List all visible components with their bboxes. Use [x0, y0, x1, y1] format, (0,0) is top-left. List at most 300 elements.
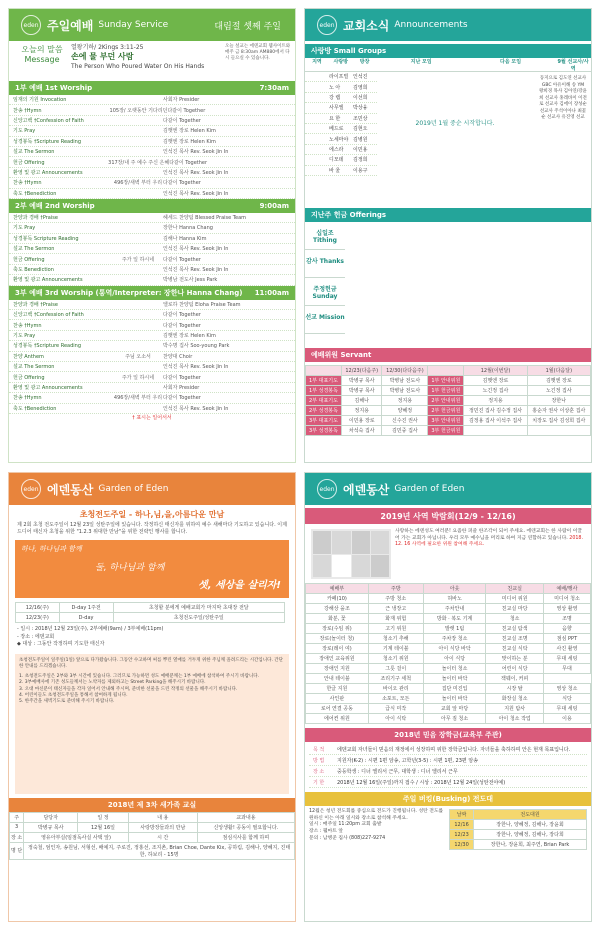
eden-right-panel: [304, 472, 592, 922]
fair-cell: 영상 촬영: [543, 604, 590, 614]
order-row: [9, 320, 295, 330]
order-item: 찬송 †Hymn: [13, 180, 42, 187]
order-leader: 다같이 Together: [163, 117, 201, 124]
sg-col-header: 9월 선교사/사역: [557, 59, 589, 72]
order-row: [9, 105, 295, 115]
worship-date: 대림절 셋째 주일: [214, 21, 281, 32]
fair-cell: 어린이 식당: [486, 664, 544, 674]
scholar-text: 2018년 12월 16일(주일)까지 접수 / 시상 : 2018년 12월 24일(성탄전야예): [337, 779, 506, 786]
fair-cell: 시장 탈: [486, 684, 544, 694]
order-item: 임재의 기원 Invocation: [13, 97, 67, 104]
fair-col: 친교실: [486, 584, 544, 594]
message-note: 오늘 설교는 에덴교회 웹사이트와 매주 금 8:30am AM880에서 다시 들으실 수 있습니다.: [225, 44, 291, 61]
sg-col-header: 지역: [312, 59, 322, 65]
servant-cell: 3부 헌금위원: [428, 426, 464, 436]
fair-row: [306, 594, 591, 604]
newfamily-col: 담당자: [24, 812, 78, 822]
invitation-info: [9, 623, 295, 652]
busking-cell: 12/30: [450, 840, 474, 850]
order-detail: 주가 일 하시네: [121, 256, 155, 263]
offerings-list: [305, 222, 591, 340]
order-leader: 사회자 Presider: [163, 384, 200, 391]
servant-cell: 3부 안내위원: [428, 416, 464, 426]
newfamily-cell: 사랑방장들과의 만남: [128, 822, 197, 832]
newfamily-col: 내 용: [128, 812, 197, 822]
scholar-row: [309, 755, 587, 766]
servant-table: [305, 365, 591, 436]
order-item: 신앙고백 †Confession of Faith: [13, 117, 84, 124]
fair-row: [306, 614, 591, 624]
sg-name: 노 아: [329, 84, 341, 91]
servant-col: 1월(다음달): [527, 366, 590, 376]
fair-cell: 장애인 지원: [306, 664, 369, 674]
sg-name: 에스라: [329, 146, 344, 153]
sg-name: 라이프빌: [329, 74, 349, 81]
fair-cell: 화장실 청소: [486, 694, 544, 704]
order-row: [9, 300, 295, 310]
eden-left-title: 에덴동산: [47, 482, 94, 497]
scholar-label: 기 한: [313, 779, 325, 786]
order-row: [9, 116, 295, 126]
servant-cell: 1부 헌금위원: [428, 386, 464, 396]
order-row: [9, 137, 295, 147]
banner-line3: 셋, 세상을 살리자!: [198, 580, 281, 591]
servant-cell: 노긴정 집사: [527, 386, 590, 396]
order-row: [9, 393, 295, 403]
message-label-en: Message: [24, 55, 60, 64]
order-leader: 인석진 목사 Rev. Seok Jin In: [163, 149, 229, 156]
invitation-item: 5. 한주간을 새벽기도로 준비해 주시기 바랍니다.: [19, 699, 115, 705]
people-value: 정숙철, 엄인자, 송원님, 서형선, 배예지, 주로진, 정홍선, 조지촌, Brian Choe, Dante Kix, 공하림, 김해나, 양혜지, 진태한, 하보리 - 15명: [24, 842, 295, 859]
order-leader: 다같이 Together: [163, 395, 201, 402]
servant-cell: 2부 안내위원: [428, 396, 464, 406]
fair-cell: 급식 미작: [368, 704, 423, 714]
servant-cell: 2부 헌금위원: [428, 406, 464, 416]
message-section: [9, 41, 295, 81]
worship2-time: 9:00am: [259, 201, 289, 210]
fair-desc: [391, 529, 585, 581]
servant-cell: 김정용 집사 이석주 집사: [464, 416, 527, 426]
message-ref: 열왕기하/ 2Kings 3:11-25: [71, 44, 144, 51]
newfamily-table: [9, 812, 295, 860]
fair-col: 예배/행사: [543, 584, 590, 594]
order-item: 축도 †Benediction: [13, 190, 57, 197]
fair-cell: 맞이하는 분: [486, 654, 544, 664]
order-item: 찬송 †Hymn: [13, 322, 42, 329]
busking-col: 전도대원: [474, 810, 587, 820]
order-leader: 헤세드 찬양팀 Blessed Praise Team: [163, 215, 247, 222]
fair-row: [306, 704, 591, 714]
servant-cell: 박병남 전도사: [382, 376, 428, 386]
sg-row: [305, 82, 377, 92]
sg-leader: 이민용: [353, 146, 368, 153]
info-line: ◆ 대상 : 그동안 작정하며 기도한 태신자: [17, 641, 105, 647]
busking-row: [450, 840, 587, 850]
order-row: [9, 126, 295, 136]
newfamily-cell: 3: [10, 822, 24, 832]
invitation-list: [19, 674, 285, 705]
order-leader: 다같이 Together: [163, 256, 201, 263]
fair-col: 아웃: [423, 584, 486, 594]
worship2-bar: [9, 199, 295, 213]
worship3-rows: [9, 300, 295, 414]
worship2-label: 2부 예배 2nd Worship: [15, 201, 95, 210]
worship3-label: 3부 예배 3rd Worship (통역/Interpreter: 장한나 Hanna Chang): [15, 288, 243, 297]
sg-leader: 김병원: [353, 136, 368, 143]
order-item: 기도 Pray: [13, 333, 36, 339]
order-item: 기도 Pray: [13, 225, 36, 232]
announcements-header: [305, 9, 591, 41]
servant-cell: 정민진 집사 김수정 집사: [464, 406, 527, 416]
order-leader: 인석진 목사 Rev. Seok Jin In: [163, 169, 229, 176]
people-label: 명 단: [10, 842, 24, 859]
order-row: [9, 352, 295, 362]
announcements-title: 교회소식: [343, 18, 390, 33]
fair-cell: 한글 지원: [306, 684, 369, 694]
invitation-item: 1. 초청전도주일은 2부와 3부 시간에 있습니다. 그러므로 가능하면 성도 예배분께는 1부 예배에 참석하여 주시기 바랍니다.: [19, 674, 260, 680]
puzzle-image: [311, 529, 391, 579]
place-value: 영유아부실(임점독사실 사택 앞): [24, 832, 129, 842]
fair-row: [306, 674, 591, 684]
worship1-bar: [9, 81, 295, 95]
newfamily-col: 주: [10, 812, 24, 822]
announcements-title-en: Announcements: [394, 20, 468, 30]
order-item: 헌금 Offering: [13, 159, 45, 166]
fair-intro: [305, 527, 591, 583]
order-row: [9, 404, 295, 414]
banner-line1: 하나, 하나님과 함께: [21, 545, 82, 553]
order-row: [9, 189, 295, 199]
servant-cell: 신수진 권사: [382, 416, 428, 426]
schedule-cell: 12/16(주): [16, 603, 60, 613]
order-row: [9, 147, 295, 157]
servant-cell: 2부 성경봉독: [306, 406, 342, 416]
servant-cell: 김햇엔 장로: [527, 376, 590, 386]
fair-cell: 조리기구 세척: [368, 674, 423, 684]
servant-row: [306, 416, 591, 426]
small-groups-header: [305, 58, 591, 72]
sg-leader: 박상융: [353, 105, 368, 112]
order-leader: 박수명 집사 Soo-young Park: [163, 343, 230, 350]
small-groups-bar: [305, 44, 591, 58]
scholar-label: 방 법: [313, 757, 325, 764]
fair-cell: 소포트, 모든: [368, 694, 423, 704]
sg-col-header: 방장: [359, 59, 370, 65]
fair-cell: 기계 테이블: [368, 644, 423, 654]
order-row: [9, 168, 295, 178]
fair-col: 예배부: [306, 584, 369, 594]
servant-cell: 1부 안내위원: [428, 376, 464, 386]
invitation-desc: 제 2회 초청 전도주일이 12월 23일 성탄주일에 있습니다. 작정하신 태신자를 위하여 예수 새해마다 기도하고 있습니다. 이제 드디어 태신자 초청을 위한 "1.2.3 위대한 만남"을 위한 전략인 행사를 합니다.: [17, 522, 287, 535]
order-detail: 주님 오소서: [125, 353, 151, 360]
invitation-schedule: [15, 602, 285, 623]
sg-row: [305, 103, 377, 113]
offering-label: 감사 Thanks: [305, 250, 345, 278]
order-item: 신앙고백 †Confession of Faith: [13, 312, 84, 319]
order-row: [9, 178, 295, 188]
schedule-row: [16, 603, 285, 613]
sg-leader: 김현오: [353, 126, 368, 133]
fair-cell: 방화 · 복도 기계: [423, 614, 486, 624]
busking-item: 일시 : 매주일 11:20pm 교회 출발: [309, 822, 382, 828]
sg-leader: 김영희: [353, 84, 368, 91]
order-leader: 다같이 Together: [169, 159, 208, 166]
fair-cell: 미디어 위원: [486, 594, 544, 604]
order-item: 헌금 Offering: [13, 374, 45, 381]
order-row: [9, 372, 295, 382]
fair-cell: 이용: [543, 714, 590, 724]
servant-cell: 박병남 전도사: [382, 386, 428, 396]
order-row: [9, 95, 295, 105]
eden-logo: eden: [21, 479, 41, 499]
fair-cell: 허바노: [423, 594, 486, 604]
sg-name: 바 울: [329, 167, 341, 174]
sg-name: 베드로: [329, 126, 344, 133]
order-leader: 인석진 목사 Rev. Seok Jin In: [163, 267, 229, 274]
fair-col: 주방: [368, 584, 423, 594]
busking-item: 장소 : 웰마트 앞: [309, 829, 343, 835]
servant-cell: [464, 426, 527, 436]
sg-name: 디모데: [329, 157, 344, 164]
info-line: - 일시 : 2018년 12월 23일(주), 2부예배(9am) / 3부예배(11pm): [17, 626, 164, 632]
fair-cell: 아이 식당 바닥: [423, 644, 486, 654]
fair-cell: 장로(레이 여): [306, 644, 369, 654]
fair-table: [305, 583, 591, 724]
fair-header: [306, 584, 591, 594]
newfamily-bar: [9, 798, 295, 812]
worship1-time: 7:30am: [259, 84, 289, 92]
sg-leader: 이선희: [353, 94, 368, 101]
order-row: [9, 383, 295, 393]
servant-bar: [305, 348, 591, 362]
fair-row: [306, 624, 591, 634]
servant-cell: 김민중 집사: [382, 426, 428, 436]
place-label: 장 소: [10, 832, 24, 842]
schedule-row: [16, 613, 285, 623]
sg-row: [305, 134, 377, 144]
fair-cell: 강해상 을조: [306, 604, 369, 614]
order-row: [9, 265, 295, 275]
fair-row: [306, 604, 591, 614]
order-leader: 김햇엔 장로 Helen Kim: [163, 138, 216, 145]
servant-row: [306, 426, 591, 436]
newfamily-col: 일 정: [78, 812, 129, 822]
servant-cell: 차석숙 집사: [342, 426, 382, 436]
worship-header: [9, 9, 295, 41]
servant-cell: 홍순자 권사 이상훈 집사: [527, 406, 590, 416]
newfamily-label: 2018년 제 3차 새가족 교실: [107, 800, 197, 809]
small-groups-notice: 2019년 1월 중순 시작합니다.: [415, 120, 495, 127]
fair-cell: 집단 미진입: [423, 684, 486, 694]
servant-cell: 정지용: [342, 406, 382, 416]
fair-row: [306, 714, 591, 724]
order-item: 성경봉독 †Scripture Reading: [13, 343, 81, 350]
message-title-en: The Person Who Poured Water On His Hands: [71, 62, 205, 70]
order-leader: 김햇엔 장로 Helen Kim: [163, 128, 216, 135]
fair-cell: 바이오 관리: [368, 684, 423, 694]
fair-cell: 카페(10): [306, 594, 369, 604]
fair-cell: 장로(수임 위): [306, 624, 369, 634]
worship3-time: 11:00am: [254, 288, 289, 297]
fair-cell: 놀이터 바닥: [423, 674, 486, 684]
servant-row: [306, 386, 591, 396]
time-label: 시 간: [128, 832, 197, 842]
order-leader: 김해나 Hanna Kim: [163, 235, 207, 242]
fair-cell: 놀이터 청소: [423, 664, 486, 674]
scholar-row: [309, 766, 587, 777]
fair-cell: 에어컨 위원: [306, 714, 369, 724]
sg-leader: 인석진: [353, 74, 368, 81]
sg-row: [305, 114, 377, 124]
fair-cell: 무대: [543, 664, 590, 674]
newfamily-cell: 박병규 목사: [24, 822, 78, 832]
message-title: 손에 물 부던 사람: [71, 52, 134, 62]
invitation-body: [15, 654, 289, 794]
newfamily-cell: 신앙생활! 공동이 필요합니다.: [197, 822, 294, 832]
order-item: 설교 The Sermon: [13, 149, 55, 156]
eden-logo: eden: [317, 479, 337, 499]
fair-cell: 청소기 추해: [368, 634, 423, 644]
servant-col: 12/30(다다음주): [382, 366, 428, 376]
eden-right-title: 에덴동산: [343, 482, 390, 497]
sg-row: [305, 124, 377, 134]
fair-cell: 청소기 위원: [368, 654, 423, 664]
order-item: 성경봉독 Scripture Reading: [13, 235, 79, 242]
scholar-text: 중등학생 : 디너 엘리서 근무, 대학생 : 디너 엘리서 근무: [337, 768, 458, 775]
offering-label: 선교 Mission: [305, 306, 345, 334]
order-item: 찬양 Anthem: [13, 353, 44, 360]
order-row: [9, 244, 295, 254]
order-item: 환영 및 광고 Announcements: [13, 277, 83, 284]
time-value: 점심식사를 함께 하며: [197, 832, 294, 842]
fair-cell: 아이 식당: [423, 654, 486, 664]
servant-cell: 정지용: [382, 396, 428, 406]
sg-name: 요 한: [329, 115, 341, 122]
worship-panel: [8, 8, 296, 463]
sg-name: 강 렙: [329, 94, 341, 101]
busking-cell: 12/16: [450, 820, 474, 830]
scholarship-label: 2018년 믿음 장학금(교육부 주관): [394, 731, 502, 739]
order-detail: 105장/ 오랫동안 기다리던: [109, 107, 168, 114]
fair-row: [306, 654, 591, 664]
order-leader: 인석진 목사 Rev. Seok Jin In: [163, 364, 229, 371]
fair-row: [306, 634, 591, 644]
servant-col: [428, 366, 464, 376]
schedule-cell: 12/23(주): [16, 613, 60, 623]
fair-title-text: 2019년 사역 박람회(12/9 - 12/16): [380, 511, 516, 521]
eden-logo: eden: [21, 15, 41, 35]
fair-cell: 잭웨이, 커피: [486, 674, 544, 684]
worship3-bar: [9, 286, 295, 300]
scholar-row: [309, 777, 587, 788]
busking-row: [450, 830, 587, 840]
worship-title-en: Sunday Service: [98, 20, 169, 30]
schedule-cell: 초청할 분에게 예배교회가 마지막 초대장 전달: [113, 603, 284, 613]
fair-cell: 친교실 식탁: [486, 644, 544, 654]
order-item: 환영 및 광고 Announcements: [13, 384, 83, 391]
fair-cell: 친교실 탐색: [486, 624, 544, 634]
order-row: [9, 341, 295, 351]
order-item: 찬송 †Hymn: [13, 395, 42, 402]
worship1-label: 1부 예배 1st Worship: [15, 84, 93, 92]
servant-cell: 김햇엔 장로: [464, 376, 527, 386]
eden-left-title-en: Garden of Eden: [98, 484, 169, 494]
eden-logo: eden: [317, 15, 337, 35]
fair-row: [306, 644, 591, 654]
busking-col: 날짜: [450, 810, 474, 820]
fair-cell: 친교실 조명: [486, 634, 544, 644]
busking-header: [450, 810, 587, 820]
worship2-rows: [9, 213, 295, 286]
scholar-row: [309, 744, 587, 755]
fair-pledge: 2018. 12. 16 사역에 필요한 위원 참여해 주세요.: [395, 535, 584, 548]
fair-row: [306, 694, 591, 704]
servant-header: [306, 366, 591, 376]
servant-cell: 김해나: [342, 396, 382, 406]
fair-row: [306, 664, 591, 674]
fair-row: [306, 684, 591, 694]
busking-bar: [305, 792, 591, 806]
order-item: 환영 및 광고 Announcements: [13, 169, 83, 176]
busking-cell: 장한나, 장윤희, 최주연, Brian Park: [474, 840, 587, 850]
small-groups-rows: [305, 72, 377, 176]
fair-cell: 지원 탐사: [486, 704, 544, 714]
sg-name: 노세마야: [329, 136, 349, 143]
scholar-text: 지원자(K-2) : 시편 1편 암송, 고학년(3-5) : 시편 1편, 23편 암송: [337, 757, 478, 764]
order-item: 기도 Pray: [13, 128, 36, 135]
scholar-label: 목 적: [313, 746, 325, 753]
servant-cell: 치장도 집사 김성희 집사: [527, 416, 590, 426]
sg-col-header: 사랑방: [333, 59, 348, 65]
fair-cell: 아무 짐 청소: [423, 714, 486, 724]
small-groups-label: 사랑방 Small Groups: [311, 47, 387, 55]
order-row: [9, 213, 295, 223]
busking-item: 문의 : 남병준 집사 (808)227-9274: [309, 835, 386, 841]
busking-cell: 장한나, 양혜정, 김해나, 장윤회: [474, 820, 587, 830]
fair-cell: 청소: [486, 614, 544, 624]
message-label-ko: 오늘의 말씀: [21, 45, 63, 54]
sg-leader: 조민상: [353, 115, 368, 122]
order-detail: 주가 일 하시네: [121, 374, 155, 381]
order-leader: 찬양대 Choir: [163, 353, 193, 360]
order-leader: 인석진 목사 Rev. Seok Jin In: [163, 190, 229, 197]
fair-desc-text: 사랑하는 에덴성도 여러분! 요즘한 퍼즐 한조각이 되어 주세요. 에덴교회는 한 사람이 이끌어 가는 교회가 아닙니다. 우리 모두 예수님을 머리로 하여 지금 연합하고 있습니다.: [395, 529, 583, 541]
order-item: 설교 The Sermon: [13, 246, 55, 253]
small-groups-table: [305, 58, 591, 208]
fair-cell: 장애인 교육위원: [306, 654, 369, 664]
offerings-bar: [305, 208, 591, 222]
order-row: [9, 234, 295, 244]
missions-list: 동지으로 김도연 선교사 GBC 아유이해 송 YM 왕희경 목사 김아연/강윤희 선교사 홍레바이 이전로 선교사 김에이 장성순 선교사 주석이아나 최꽃순 선교사 유진영 선교: [539, 76, 587, 121]
invitation-banner: [15, 540, 289, 598]
busking-table: [449, 809, 587, 850]
servant-col: 12월(이번달): [464, 366, 527, 376]
servant-cell: 1부 성경봉독: [306, 386, 342, 396]
sg-leader: 이용구: [353, 167, 368, 174]
fair-cell: 영상 청소: [543, 684, 590, 694]
order-item: 성경봉독 †Scripture Reading: [13, 138, 81, 145]
busking-items: [309, 822, 449, 842]
sg-col-header: 다음 모임: [500, 59, 522, 65]
info-line: - 장소 : 에덴교회: [17, 633, 55, 640]
order-detail: 496장/새벽 부터 우리: [113, 395, 163, 402]
order-leader: 엘로하 찬양팀 Eloha Praise Team: [163, 301, 241, 308]
order-item: 헌금 Offering: [13, 256, 45, 263]
fair-cell: 무대 세팅: [543, 704, 590, 714]
servant-cell: 정지용: [464, 396, 527, 406]
fair-title: [305, 508, 591, 524]
fair-cell: 화분, 꽃: [306, 614, 369, 624]
